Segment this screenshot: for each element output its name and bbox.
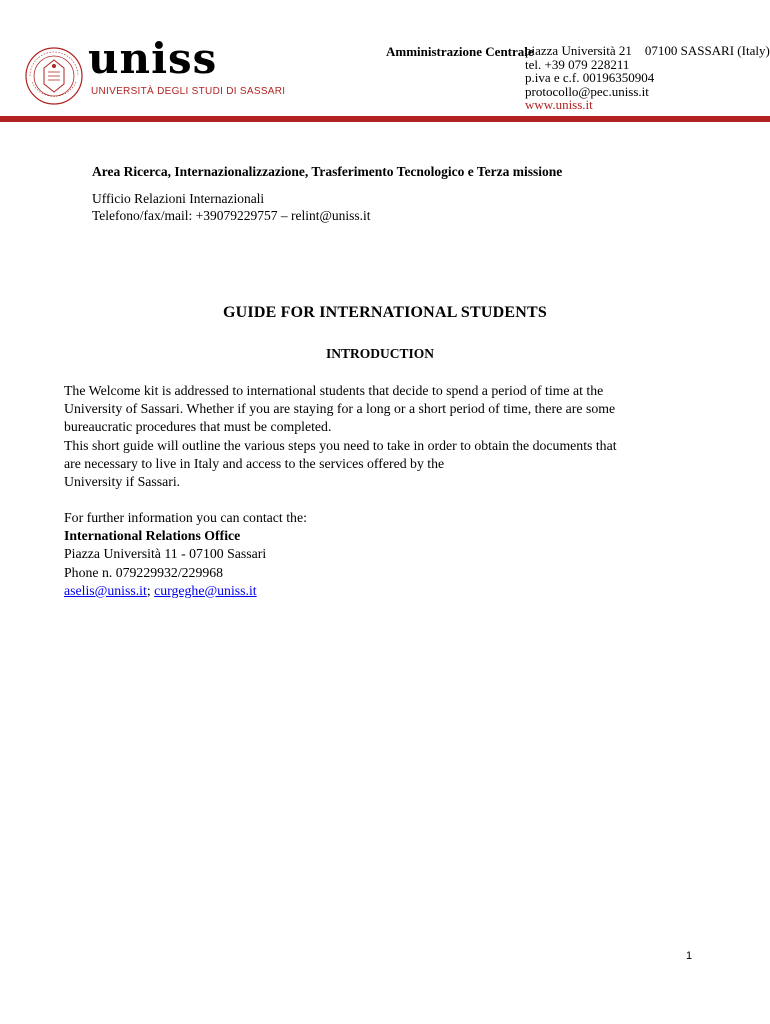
paragraph-line: are necessary to live in Italy and access to the services offered by the (64, 455, 445, 471)
contact-intro: For further information you can contact the: (64, 510, 307, 525)
office-block (92, 190, 371, 224)
email-link-aselis[interactable]: aselis@uniss.it (64, 582, 147, 598)
header-pec-email: protocollo@pec.uniss.it (525, 83, 649, 99)
office-contact: Telefono/fax/mail: +39079229757 – relint@uniss.it (92, 208, 371, 223)
header-phone: tel. +39 079 228211 (525, 56, 630, 72)
office-phone: Phone n. 079229932/229968 (64, 564, 224, 580)
email-link-curgeghe[interactable]: curgeghe@uniss.it (154, 582, 257, 598)
university-seal-icon (24, 46, 84, 106)
header-address: piazza Università 21 07100 SASSARI (Italy) (525, 43, 770, 58)
paragraph-line: bureaucratic procedures that must be completed. (64, 419, 332, 435)
paragraph-line: University if Sassari. (64, 474, 181, 490)
paragraph-line: University of Sassari. Whether if you are staying for a long or a short period of time, there are some (64, 401, 616, 417)
paragraph-line: This short guide will outline the various steps you need to take in order to obtain the documents that (64, 437, 617, 453)
page-number: 1 (686, 950, 693, 962)
header-divider (0, 116, 770, 122)
section-heading: INTRODUCTION (325, 346, 434, 361)
university-logo-text: uniss (88, 34, 218, 83)
office-address: Piazza Università 11 - 07100 Sassari (64, 546, 267, 562)
document-title: GUIDE FOR INTERNATIONAL STUDENTS (223, 304, 547, 321)
header-contact-block (525, 44, 770, 112)
department-name: Area Ricerca, Internazionalizzazione, Trasferimento Tecnologico e Terza missione (92, 164, 563, 179)
office-title: International Relations Office (64, 528, 241, 544)
email-links (64, 582, 307, 600)
university-logo-subtitle: UNIVERSITÀ DEGLI STUDI DI SASSARI (91, 86, 286, 97)
email-separator: ; (146, 582, 155, 598)
letterhead (0, 0, 770, 124)
contact-info-block (64, 509, 307, 600)
header-vat: p.iva e c.f. 00196350904 (525, 70, 655, 85)
paragraph-line: The Welcome kit is addressed to international students that decide to spend a period of time at the (64, 383, 604, 398)
office-name: Ufficio Relazioni Internazionali (92, 191, 265, 206)
administration-title: Amministrazione Centrale (386, 44, 534, 59)
header-website-link[interactable]: www.uniss.it (525, 97, 593, 112)
introduction-paragraph (64, 382, 724, 491)
